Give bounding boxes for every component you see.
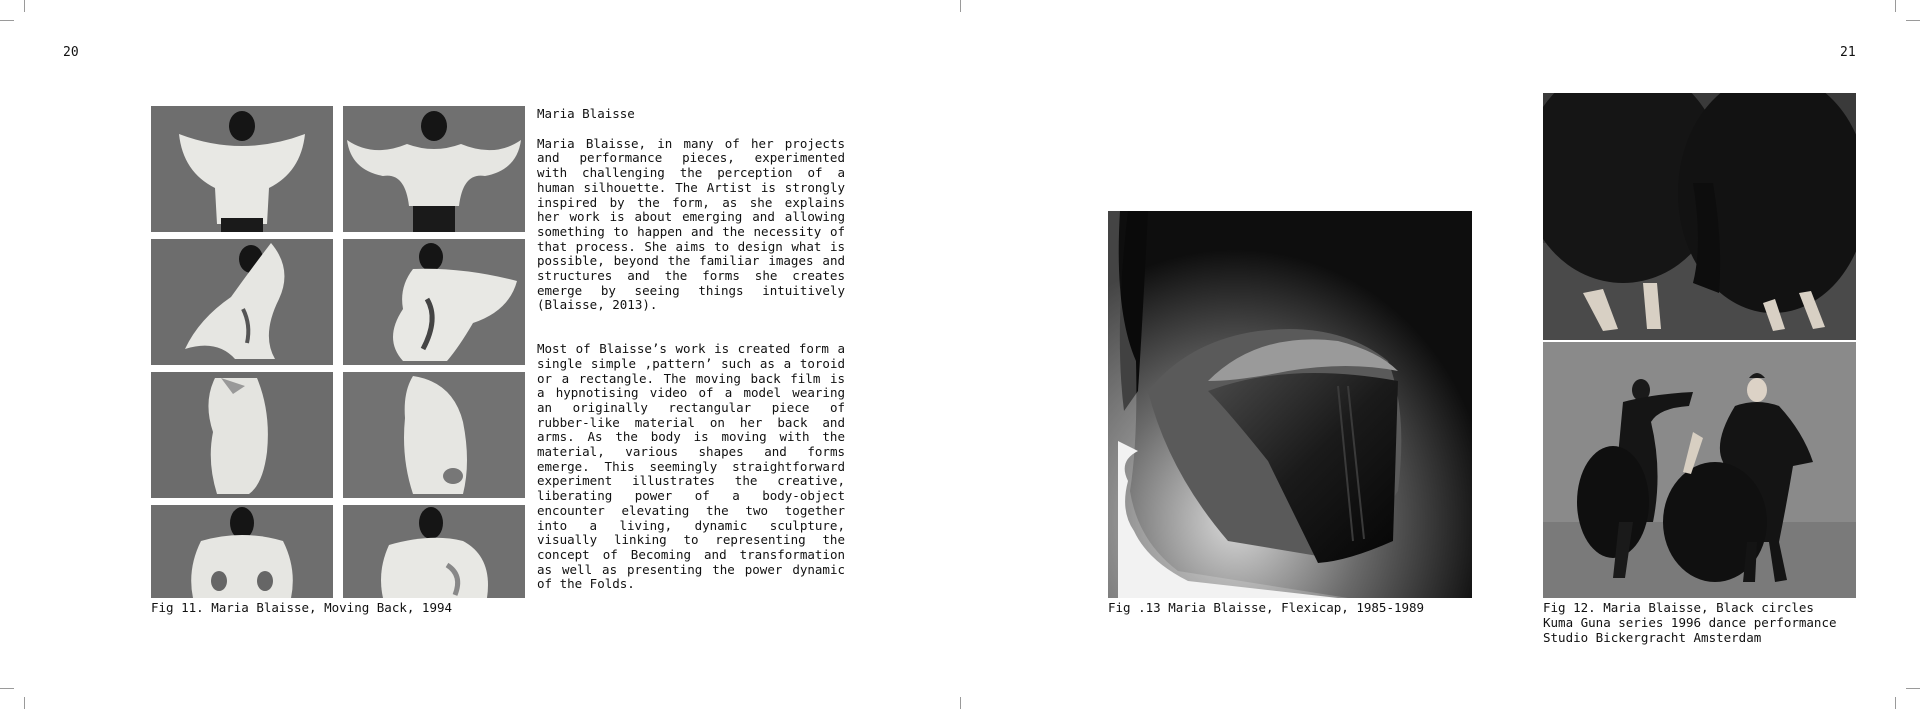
figure-11-frame bbox=[343, 372, 525, 498]
crop-mark bbox=[960, 697, 961, 709]
figure-11-frame bbox=[343, 505, 525, 598]
figure-11-frame bbox=[151, 372, 333, 498]
body-paragraph: Maria Blaisse, in many of her projects and performance pieces, experimented with challenging the perception of a human silhouette. The Artist is strongly inspired by the form, as she explains her work is about emerging and allowing something to happen and the necessity of that process. She aims to design what is possible, beyond the familiar images and structures and the forms she creates emerge by seeing things intuitively (Blaisse, 2013). bbox=[537, 135, 845, 313]
crop-mark bbox=[1906, 688, 1920, 689]
figure-11-frame bbox=[343, 106, 525, 232]
body-paragraph: Most of Blaisse’s work is created form a single simple ‚pattern’ such as a toroid or a rectangle. The moving back film is a hypnotising video of a model wearing an originally rectangular piece of rubber-like material on her back and arms. As the body is moving with the material, various shapes and forms emerge. This seemingly straightforward experiment illustrates the creative, liberating power of a body-object encounter elevating the two together into a living, dynamic sculpture, visually linking to representing the concept of Becoming and transformation as well as presenting the power dynamic of the Folds. bbox=[537, 341, 845, 592]
figure-13-photo bbox=[1108, 211, 1472, 598]
crop-mark bbox=[24, 0, 25, 12]
figure-11-caption: Fig 11. Maria Blaisse, Moving Back, 1994 bbox=[151, 600, 453, 615]
article-heading: Maria Blaisse bbox=[537, 106, 635, 121]
figure-11-frame bbox=[151, 505, 333, 598]
crop-mark bbox=[0, 20, 14, 21]
figure-12-caption: Fig 12. Maria Blaisse, Black circles Kuma Guna series 1996 dance performance Studio Bickergracht Amsterdam bbox=[1543, 600, 1837, 645]
crop-mark bbox=[960, 0, 961, 12]
article-text bbox=[537, 107, 845, 592]
page-number-left: 20 bbox=[63, 45, 79, 60]
crop-mark bbox=[24, 697, 25, 709]
figure-13-caption: Fig .13 Maria Blaisse, Flexicap, 1985-1989 bbox=[1108, 600, 1425, 615]
page-number-right: 21 bbox=[1840, 45, 1856, 60]
figure-12-photo-bottom bbox=[1543, 342, 1856, 598]
figure-11-frame bbox=[343, 239, 525, 365]
figure-11-frame bbox=[151, 239, 333, 365]
figure-12-photo-top bbox=[1543, 93, 1856, 340]
crop-mark bbox=[1895, 697, 1896, 709]
crop-mark bbox=[1906, 20, 1920, 21]
crop-mark bbox=[0, 688, 14, 689]
figure-11-photo-grid bbox=[151, 106, 525, 598]
figure-11-frame bbox=[151, 106, 333, 232]
crop-mark bbox=[1895, 0, 1896, 12]
